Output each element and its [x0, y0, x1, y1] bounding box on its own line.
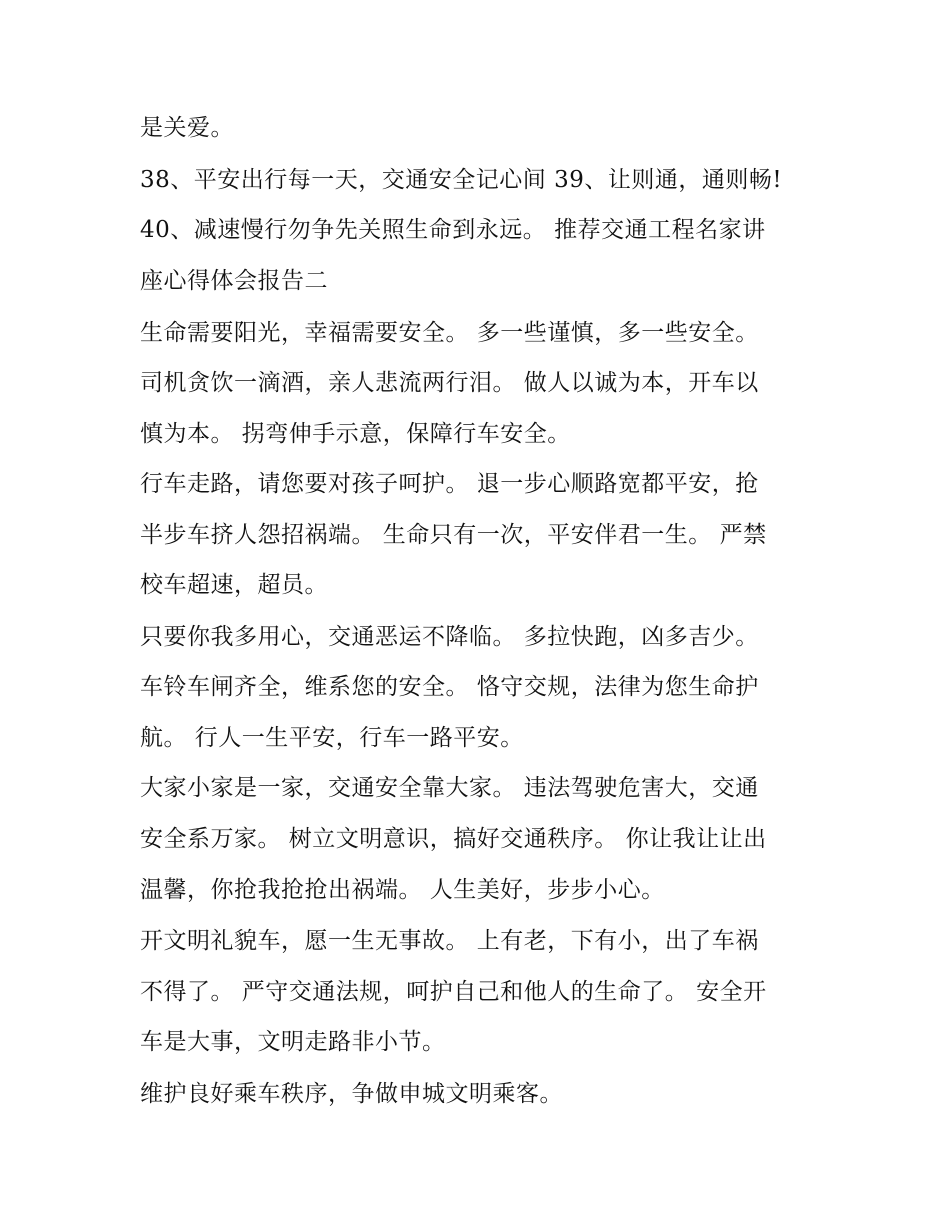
text-line: 座心得体会报告二: [140, 268, 328, 294]
text-line: 大家小家是一家，交通安全靠大家。 违法驾驶危害大，交通: [140, 775, 759, 801]
text-line: 40、减速慢行勿争先关照生命到永远。 推荐交通工程名家讲: [140, 217, 766, 243]
text-line: 只要你我多用心，交通恶运不降临。 多拉快跑，凶多吉少。: [140, 624, 759, 650]
text-line: 维护良好乘车秩序，争做申城文明乘客。: [140, 1081, 563, 1107]
text-line: 是关爱。: [140, 115, 234, 141]
text-line: 38、平安出行每一天，交通安全记心间 39、让则通，通则畅!: [140, 167, 783, 193]
text-line: 半步车挤人怨招祸端。 生命只有一次，平安伴君一生。 严禁: [140, 522, 767, 548]
text-line: 慎为本。 拐弯伸手示意，保障行车安全。: [140, 421, 571, 447]
text-line: 不得了。 严守交通法规，呵护自己和他人的生命了。 安全开: [140, 979, 767, 1005]
text-line: 温馨，你抢我抢抢出祸端。 人生美好，步步小心。: [140, 877, 665, 903]
text-line: 车是大事，文明走路非小节。: [140, 1029, 446, 1055]
text-line: 车铃车闸齐全，维系您的安全。 恪守交规，法律为您生命护: [140, 674, 759, 700]
text-line: 司机贪饮一滴酒，亲人悲流两行泪。 做人以诚为本，开车以: [140, 370, 759, 396]
text-line: 开文明礼貌车，愿一生无事故。 上有老，下有小，出了车祸: [140, 928, 759, 954]
text-line: 行车走路，请您要对孩子呵护。 退一步心顺路宽都平安，抢: [140, 471, 759, 497]
text-line: 校车超速，超员。: [140, 572, 328, 598]
text-line: 航。 行人一生平安，行车一路平安。: [140, 725, 524, 751]
text-line: 安全系万家。 树立文明意识，搞好交通秩序。 你让我让让出: [140, 826, 767, 852]
text-line: 生命需要阳光，幸福需要安全。 多一些谨慎，多一些安全。: [140, 320, 759, 346]
